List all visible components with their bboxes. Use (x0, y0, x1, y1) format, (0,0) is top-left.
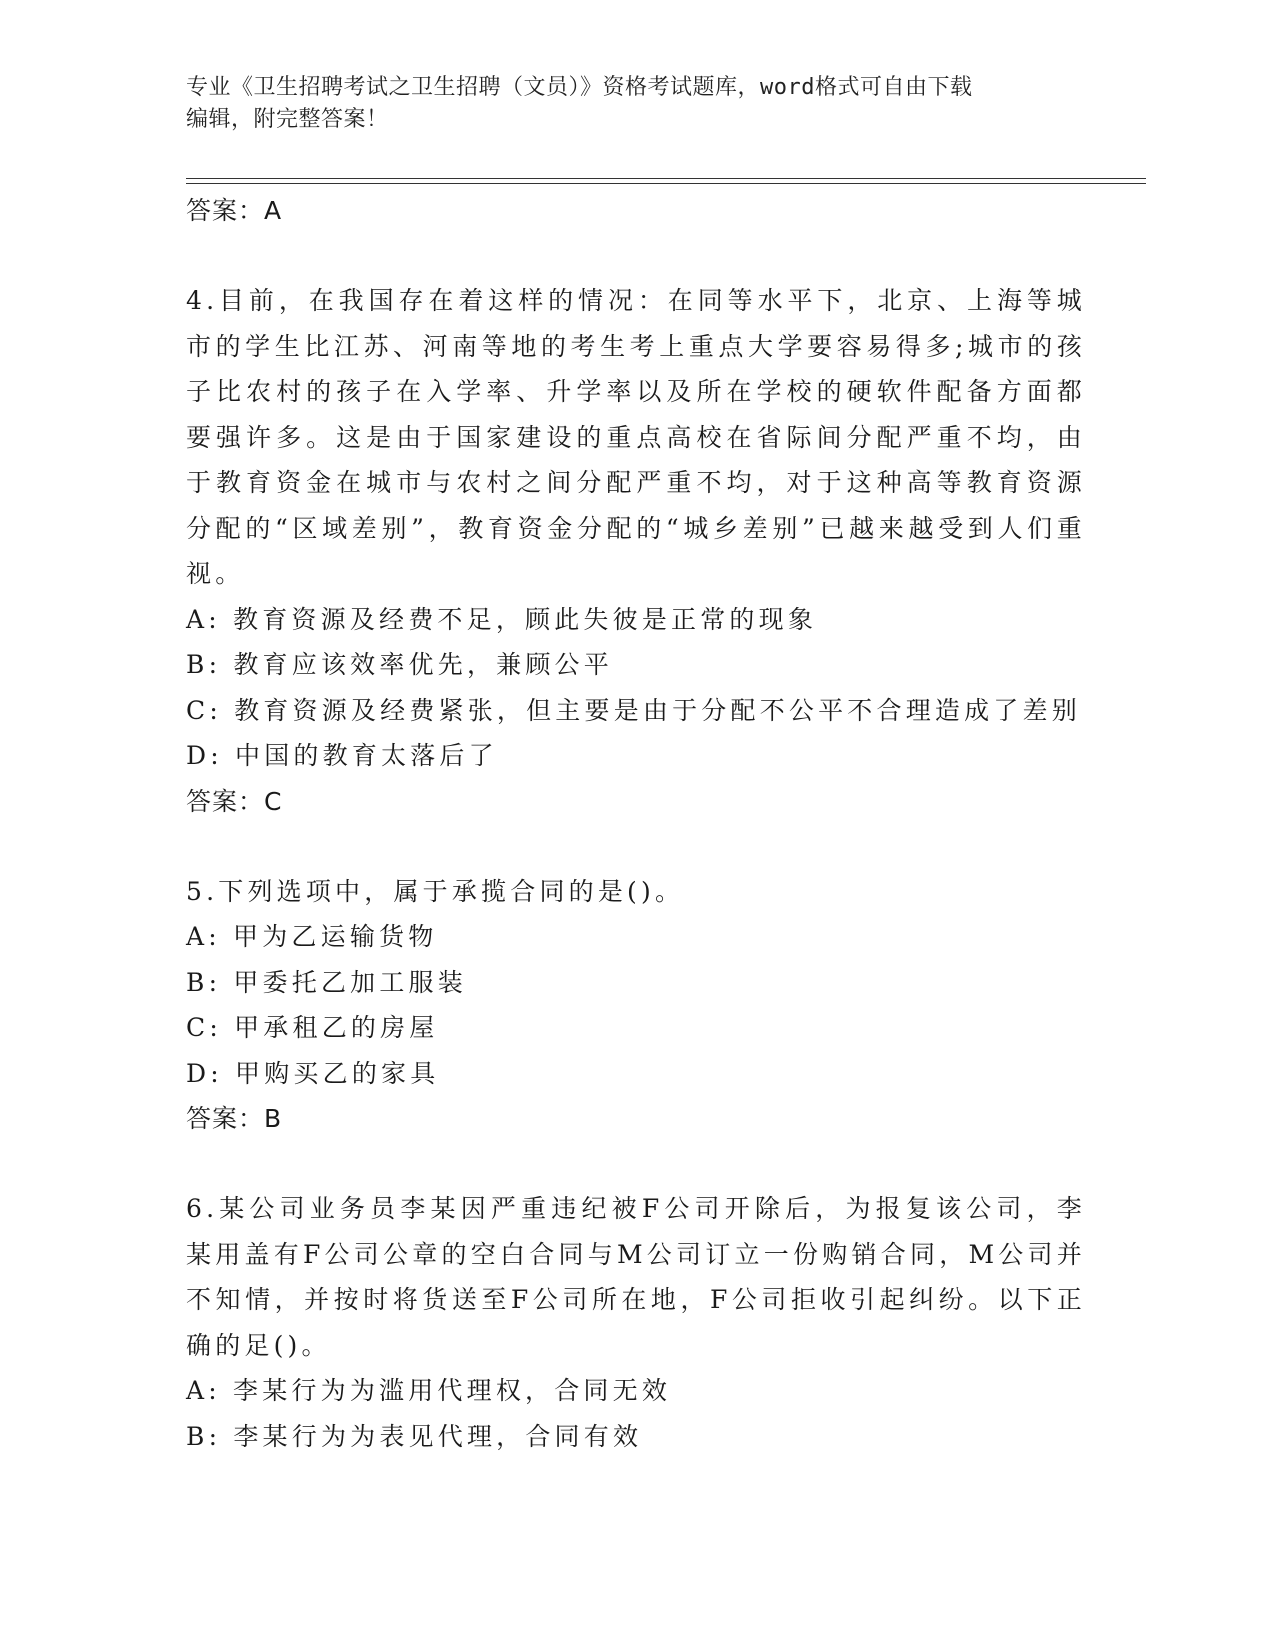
option-a: A: 李某行为为滥用代理权，合同无效 (186, 1376, 672, 1405)
question-text: 6.某公司业务员李某因严重违纪被F公司开除后，为报复该公司，李某用盖有F公司公章的空白合同与M公司订立一份购销合同，M公司并不知情，并按时将货送至F公司所在地，F公司拒收引起纠纷。以下正确的足()。 (186, 1194, 1086, 1360)
answer-line: 答案：A (186, 196, 283, 225)
option-c: C: 教育资源及经费紧张，但主要是由于分配不公平不合理造成了差别 (186, 695, 1081, 725)
option-b: B: 李某行为为表见代理，合同有效 (186, 1421, 643, 1451)
answer-line: 答案：C (186, 786, 283, 816)
option-b: B: 教育应该效率优先，兼顾公平 (186, 650, 613, 679)
header-divider-top (186, 178, 1146, 179)
question-block (186, 278, 1086, 825)
question-text: 5.下列选项中，属于承揽合同的是()。 (186, 876, 685, 906)
header-divider-bottom (186, 183, 1146, 184)
question-text: 4.目前，在我国存在着这样的情况：在同等水平下，北京、上海等城市的学生比江苏、河南等地的考生考上重点大学要容易得多;城市的孩子比农村的孩子在入学率、升学率以及所在学校的硬软件配备方面都要强许多。这是由于国家建设的重点高校在省际间分配严重不均，由于教育资金在城市与农村之间分配严重不均，对于这种高等教育资源分配的“区域差别”，教育资金分配的“城乡差别”已越来越受到人们重视。 (186, 286, 1086, 588)
option-a: A: 甲为乙运输货物 (186, 922, 438, 951)
header-line-1: 专业《卫生招聘考试之卫生招聘（文员）》资格考试题库，word格式可自由下载 (186, 75, 973, 100)
option-c: C: 甲承租乙的房屋 (186, 1013, 439, 1042)
option-b: B: 甲委托乙加工服装 (186, 967, 467, 997)
option-d: D: 中国的教育太落后了 (186, 741, 498, 770)
question-block (186, 1186, 1086, 1459)
question-block (186, 869, 1086, 1143)
question-list (186, 188, 1086, 1459)
option-a: A: 教育资源及经费不足，顾此失彼是正常的现象 (186, 604, 818, 634)
page-header (186, 72, 1086, 136)
option-d: D: 甲购买乙的家具 (186, 1058, 440, 1088)
answer-line: 答案：B (186, 1104, 283, 1133)
header-line-2: 编辑，附完整答案！ (186, 107, 389, 132)
